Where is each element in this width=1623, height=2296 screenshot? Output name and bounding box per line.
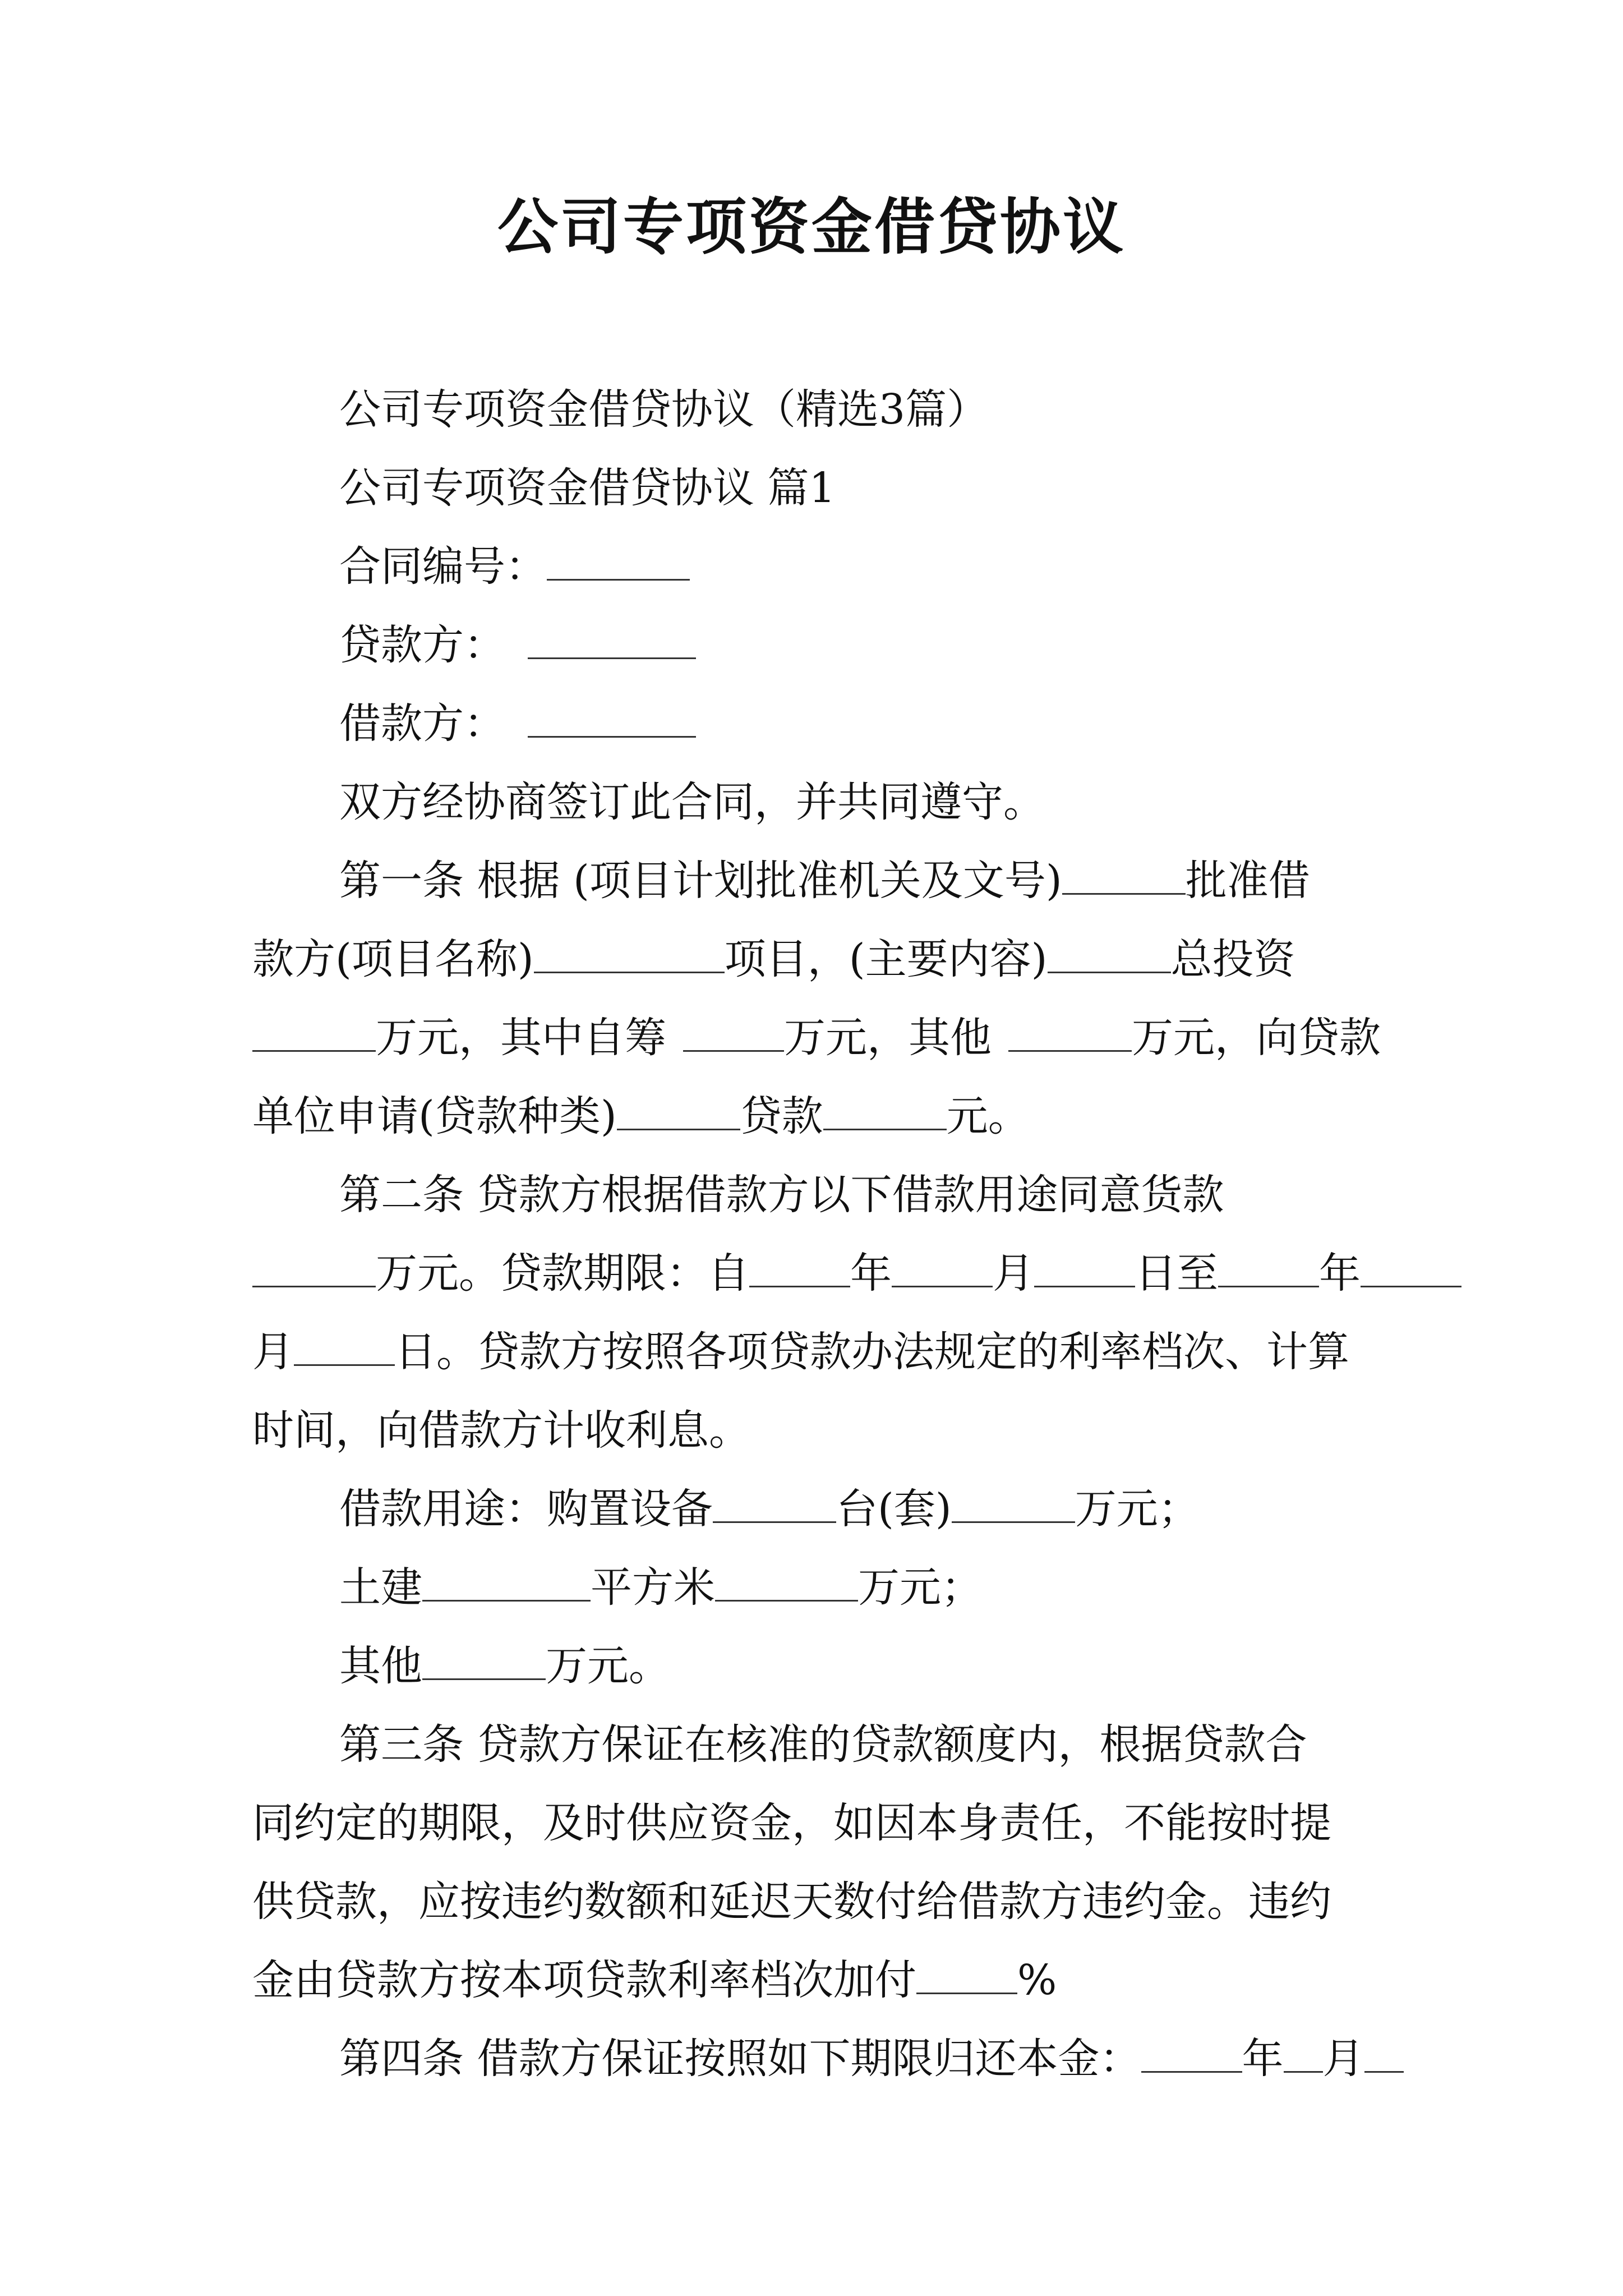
fill-blank[interactable]	[252, 1014, 376, 1052]
fill-blank[interactable]	[252, 1250, 376, 1287]
fill-blank[interactable]	[294, 1328, 395, 1366]
article-3-line: 同约定的期限，及时供应资金，如因本身责任，不能按时提	[252, 1799, 1331, 1847]
fill-blank[interactable]	[1364, 2035, 1404, 2073]
lender-line: 贷款方：	[339, 617, 1385, 673]
fill-blank[interactable]	[1218, 1250, 1319, 1287]
fill-blank[interactable]	[534, 936, 725, 973]
usage-line: 借款用途：购置设备 台(套) 万元；	[339, 1485, 1200, 1533]
fill-blank[interactable]	[1141, 2035, 1242, 2073]
fill-blank[interactable]	[1062, 857, 1186, 895]
article-1-line: 款方(项目名称) 项目，(主要内容) 总投资	[252, 935, 1295, 983]
fill-blank[interactable]	[749, 1250, 850, 1287]
article-3-line: 第三条 贷款方保证在核准的贷款额度内，根据贷款合	[339, 1720, 1307, 1769]
contract-number-blank[interactable]	[547, 543, 690, 581]
fill-blank[interactable]	[1048, 936, 1171, 973]
article-2-line: 时间，向借款方计收利息。	[252, 1406, 750, 1455]
fill-blank[interactable]	[715, 1564, 858, 1602]
borrower-line: 借款方：	[339, 696, 1385, 752]
article-2-line: 月 日。贷款方按照各项贷款办法规定的利率档次、计算	[252, 1328, 1349, 1376]
fill-blank[interactable]	[1008, 1014, 1132, 1052]
paragraph-line: 双方经协商签订此合同，并共同遵守。	[339, 778, 1045, 826]
fill-blank[interactable]	[683, 1014, 784, 1052]
subtitle: 公司专项资金借贷协议（精选3篇）	[339, 385, 989, 434]
article-2-line: 第二条 贷款方根据借款方以下借款用途同意货款	[339, 1171, 1224, 1219]
document-title: 公司专项资金借贷协议	[497, 192, 1126, 263]
fill-blank[interactable]	[892, 1250, 993, 1287]
article-1-line: 单位申请(贷款种类) 贷款 元。	[252, 1092, 1030, 1140]
borrower-blank[interactable]	[528, 700, 696, 738]
fill-blank[interactable]	[1034, 1250, 1135, 1287]
article-2-line: 万元。贷款期限：自 年 月 日至 年	[252, 1245, 1385, 1301]
fill-blank[interactable]	[422, 1564, 591, 1602]
article-3-line: 金由贷款方按本项贷款利率档次加付 %	[252, 1956, 1057, 2004]
article-3-line: 供贷款，应按违约数额和延迟天数付给借款方违约金。违约	[252, 1878, 1331, 1926]
article-1-line: 万元，其中自筹 万元，其他 万元，向贷款	[252, 1010, 1385, 1066]
fill-blank[interactable]	[1361, 1250, 1461, 1287]
article-4-line: 第四条 借款方保证按照如下期限归还本金： 年 月	[339, 2031, 1385, 2087]
fill-blank[interactable]	[823, 1093, 947, 1130]
fill-blank[interactable]	[916, 1957, 1017, 1994]
fill-blank[interactable]	[952, 1485, 1075, 1523]
fill-blank[interactable]	[1284, 2035, 1323, 2073]
usage-line: 土建 平方米 万元；	[339, 1563, 983, 1612]
section-heading: 公司专项资金借贷协议 篇1	[339, 464, 836, 512]
fill-blank[interactable]	[422, 1642, 546, 1680]
contract-number-line: 合同编号：	[339, 539, 1385, 595]
fill-blank[interactable]	[617, 1093, 740, 1130]
usage-line: 其他 万元。	[339, 1642, 670, 1690]
article-1-line: 第一条 根据 (项目计划批准机关及文号) 批准借	[339, 857, 1310, 905]
fill-blank[interactable]	[713, 1485, 836, 1523]
lender-blank[interactable]	[528, 622, 696, 659]
